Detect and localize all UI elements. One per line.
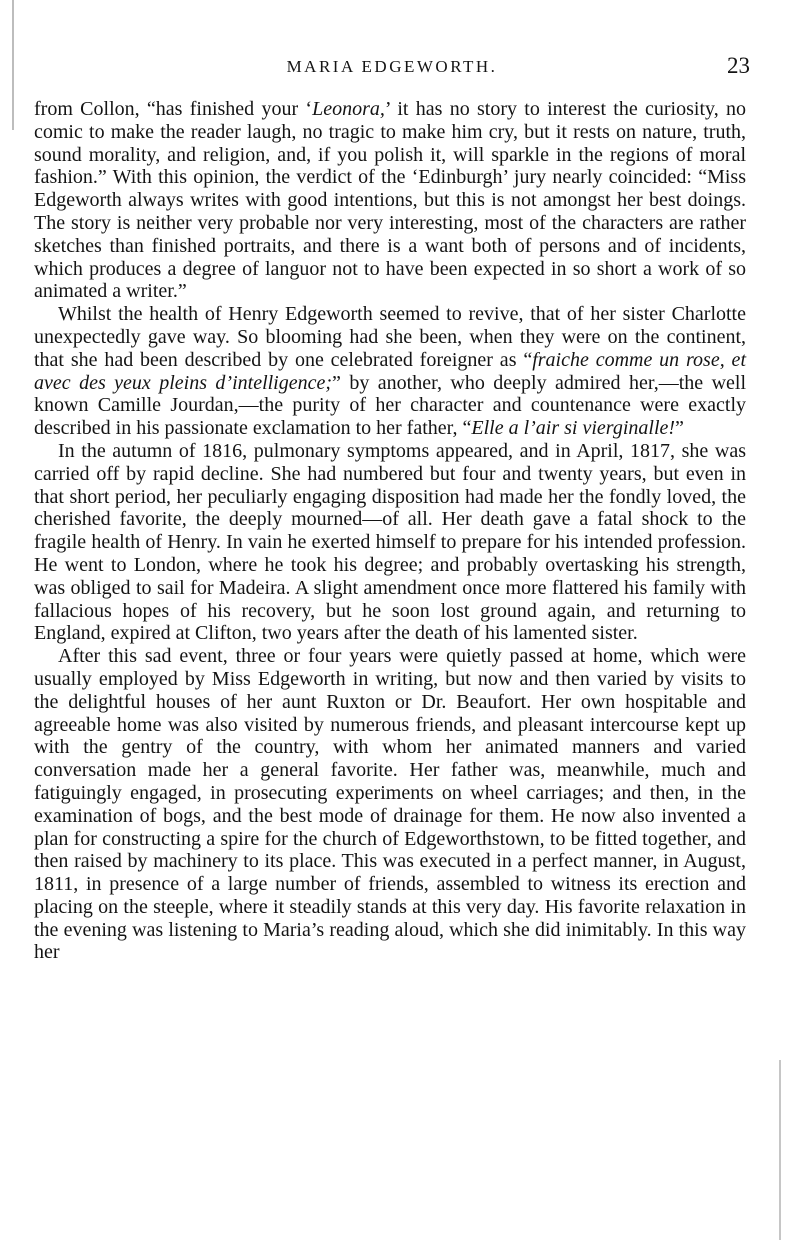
paragraph-1	[34, 98, 746, 303]
body-text	[34, 98, 746, 964]
text-run: ” by another, who deeply admired her,—the well known Camille Jourdan,—the purity of her character and countenance were exactly described in his passionate exclamation to her father, “	[34, 371, 747, 440]
running-head	[34, 52, 750, 82]
text-run: ’ it has no story to interest the curiosity, no comic to make the reader laugh, no tragic to make him cry, but it rests on nature, truth, sound morality, and religion, and, if you polish it, will sparkle in the regions of moral fashion.” With this opinion, the verdict of the ‘Edinburgh’ jury nearly coincided: “Miss Edgeworth always writes with good intentions, but this is not amongst her best doings. The story is neither very probable nor very interesting, most of the characters are rather sketches than finished portraits, and there is a want both of persons and of incidents, which produces a degree of languor not to have been expected in so short a work of so animated a writer.”	[34, 98, 746, 303]
paragraph-4	[34, 645, 746, 964]
page-edge-right	[779, 1060, 781, 1240]
text-run: ”	[675, 417, 684, 440]
italic-title: Leonora,	[312, 98, 385, 120]
text-run: In the autumn of 1816, pulmonary symptoms appeared, and in April, 1817, she was carried off by rapid decline. She had numbered but four and twenty years, but even in that short period, her peculiarly engaging disposition had made her the fondly loved, the cherished favorite, the deeply mourned—of all. Her death gave a fatal shock to the fragile health of Henry. In vain he exerted himself to prepare for his intended profession. He went to London, where he took his degree; and probably overtasking his strength, was obliged to sail for Madeira. A slight amendment once more flattered his family with fallacious hopes of his recovery, but he soon lost ground again, and returning to England, expired at Clifton, two years after the death of his lamented sister.	[34, 439, 746, 645]
paragraph-3	[34, 440, 746, 645]
running-title: MARIA EDGEWORTH.	[286, 57, 498, 76]
paragraph-2	[34, 303, 746, 440]
italic-quote: Elle a l’air si vierginalle!	[471, 417, 676, 440]
text-run: from Collon, “has finished your ‘	[34, 98, 313, 120]
page-edge-left	[12, 0, 14, 130]
italic-quote: fraiche comme un rose, et avec des yeux pleins d’intelligence;	[34, 348, 746, 394]
text-run: Whilst the health of Henry Edgeworth seemed to revive, that of her sister Charlotte unexpectedly gave way. So blooming had she been, when they were on the continent, that she had been described by one celebrated foreigner as “	[34, 303, 746, 371]
page-number: 23	[727, 53, 750, 78]
text-run: After this sad event, three or four years were quietly passed at home, which were usually employed by Miss Edgeworth in writing, but now and then varied by visits to the delightful houses of her aunt Ruxton or Dr. Beaufort. Her own hospitable and agreeable home was also visited by numerous friends, and pleasant intercourse kept up with the gentry of the country, with whom her animated manners and varied conversation made her a general favorite. Her father was, meanwhile, much and fatiguingly engaged, in prosecuting experiments on wheel carriages; and then, in the examination of bogs, and the best mode of drainage for them. He now also invented a plan for constructing a spire for the church of Edgeworthstown, to be fitted together, and then raised by machinery to its place. This was executed in a perfect manner, in August, 1811, in presence of a large number of friends, assembled to witness its erection and placing on the steeple, where it steadily stands at this very day. His favorite relaxation in the evening was listening to Maria’s reading aloud, which she did inimitably. In this way her	[34, 645, 746, 964]
